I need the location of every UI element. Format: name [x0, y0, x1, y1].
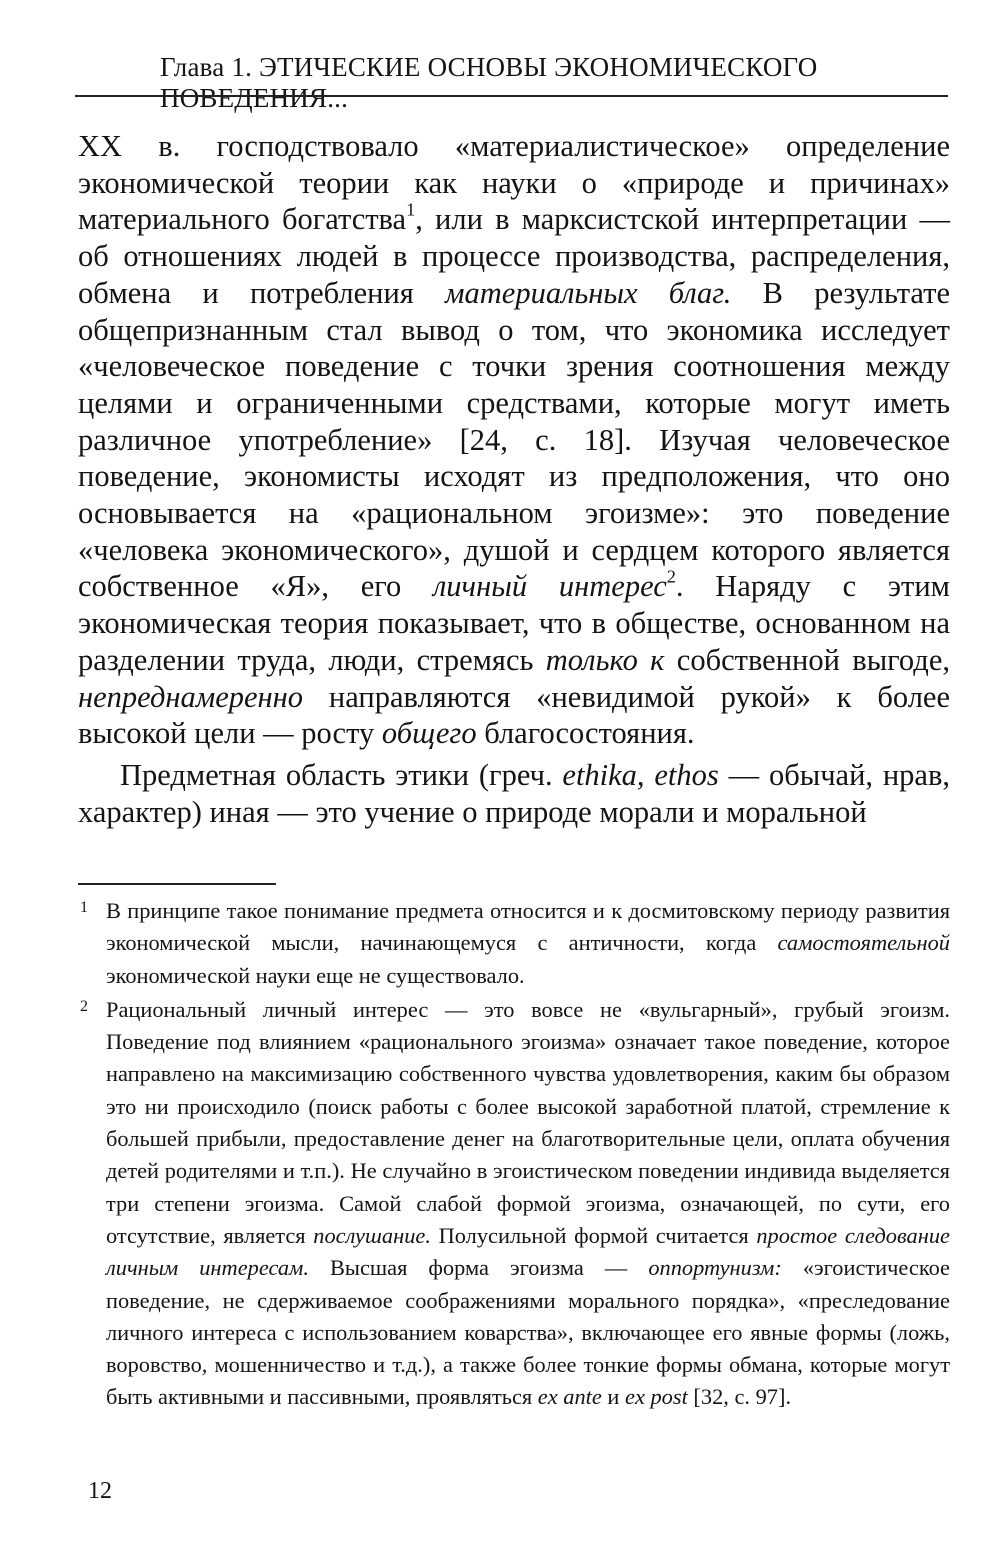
footnote-2-text: Рациональный личный интерес — это вовсе не «вульгарный», грубый эгоизм. Поведение под влиянием «рационального эгоизма» означает такое поведение, которое направлено на максимизацию собственного чувства удовлетворения, каким бы образом это ни происходило (поиск работы с более высокой заработной платой, стремление к большей прибыли, предоставление денег на благотворительные цели, оплата обучения детей родителями и т.п.). Не случайно в эгоистическом поведении индивида выделяется три степени эгоизма. Самой слабой формой эгоизма, означающей, по сути, его отсутствие, является — [106, 996, 950, 1248]
footnote-ref-1: 1 — [406, 199, 416, 220]
page-number: 12 — [88, 1478, 112, 1504]
paragraph-1-text: XX в. господствовало «материалистическое» определение экономической теории как науки о «природе и причинах» материального богатства — [78, 129, 950, 237]
paragraph-1-text: направляются «невидимой рукой» к более высокой цели — росту — [78, 679, 950, 751]
paragraph-1-text: В результате общепризнанным стал вывод о том, что экономика исследует «человеческое поведение с точки зрения соотношения между целями и ограниченными средствами, которые могут иметь различное употребление» [24, с. 18]. Изучая человеческое поведение, экономисты исходят из предположения, что оно основывается на «рациональном эгоизме»: это поведение «человека экономического», душой и сердцем которого является собственное «Я», его — [78, 275, 951, 604]
footnote-2-text: Высшая форма эгоизма — — [308, 1255, 649, 1281]
footnote-1 — [78, 895, 950, 992]
paragraph-1-text: собственной выгоде, — [664, 642, 950, 677]
paragraph-2 — [78, 757, 950, 830]
emphasis: простое следование личным интересам. — [106, 1222, 950, 1281]
emphasis: послушание. — [313, 1222, 431, 1248]
paragraph-1 — [78, 128, 950, 752]
footnote-divider — [78, 883, 276, 885]
paragraph-1-text: . Наряду с этим экономическая теория показывает, что в обществе, основанном на разделении труда, люди, стремясь — [78, 569, 950, 677]
main-text — [78, 128, 950, 830]
emphasis: самостоятельной — [777, 930, 950, 956]
footnote-1-text: экономической науки еще не существовало. — [106, 962, 525, 988]
emphasis: непреднамеренно — [78, 679, 304, 714]
emphasis: личный интерес — [433, 569, 667, 604]
footnote-2-text: и — [601, 1384, 626, 1410]
emphasis: оппортунизм: — [648, 1255, 782, 1281]
footnote-2 — [78, 994, 950, 1414]
emphasis: общего — [381, 716, 477, 751]
paragraph-2-text: Предметная область этики (греч. — [120, 757, 563, 792]
emphasis: ex post — [625, 1384, 688, 1410]
footnote-2-text: [32, с. 97]. — [687, 1384, 792, 1410]
emphasis: ethika, ethos — [562, 757, 719, 792]
header-divider — [75, 95, 948, 97]
footnote-2-text: Полусильной формой считается — [430, 1222, 757, 1248]
footnotes — [78, 895, 950, 1416]
paragraph-1-text: , или в марксистской интерпретации — об отношениях людей в процессе производства, распределения, обмена и потребления — [78, 202, 950, 310]
emphasis: материальных благ. — [445, 275, 732, 310]
running-head: Глава 1. ЭТИЧЕСКИЕ ОСНОВЫ ЭКОНОМИЧЕСКОГО ПОВЕДЕНИЯ... — [160, 52, 818, 113]
footnote-marker: 1 — [80, 899, 88, 916]
footnote-ref-2: 2 — [666, 566, 676, 587]
emphasis: только к — [545, 642, 665, 677]
paragraph-1-text: благосостояния. — [476, 716, 695, 751]
footnote-2-text: «эгоистическое поведение, не сдерживаемое соображениями морального порядка», «преследование личного интереса с использованием коварства», включающее его явные формы (ложь, воровство, мошенничество и т.д.), а также более тонкие формы обмана, которые могут быть активными и пассивными, проявляться — [106, 1255, 950, 1410]
footnote-marker: 2 — [80, 997, 88, 1015]
paragraph-2-text: — обычай, нрав, характер) иная — это учение о природе морали и моральной — [78, 757, 950, 829]
emphasis: ex ante — [537, 1384, 602, 1410]
footnote-1-text: В принципе такое понимание предмета относится и к досмитовскому периоду развития экономической мысли, начинающемуся с античности, когда — [106, 898, 950, 956]
